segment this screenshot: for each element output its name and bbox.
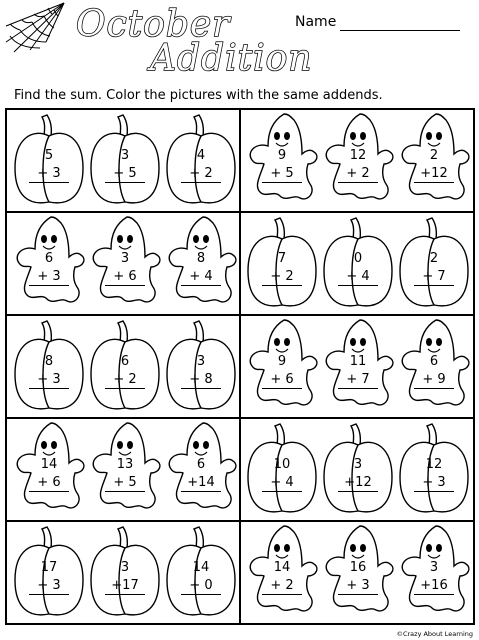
addend-bottom: +16 (420, 578, 448, 593)
addend-bottom: + 2 (189, 166, 213, 181)
addend-bottom: + 7 (346, 372, 370, 387)
addend-top: 4 (196, 148, 206, 163)
pumpkin-problem (87, 524, 163, 622)
addend-top: 6 (120, 354, 130, 369)
addend-bottom: + 2 (346, 166, 370, 181)
pumpkin-problem (11, 318, 87, 416)
answer-line[interactable] (262, 285, 302, 286)
addend-bottom: + 8 (189, 372, 213, 387)
addend-top: 3 (196, 354, 206, 369)
answer-line[interactable] (414, 388, 454, 389)
problem-cell-row4-right (240, 419, 474, 522)
answer-line[interactable] (338, 388, 378, 389)
pumpkin-problem (320, 215, 396, 313)
copyright: ©Crazy About Learning (396, 630, 473, 638)
addend-top: 3 (120, 251, 130, 266)
addend-top: 6 (429, 354, 439, 369)
addend-top: 3 (353, 457, 363, 472)
addend-bottom: + 3 (422, 475, 446, 490)
addend-top: 3 (120, 560, 130, 575)
addend-bottom: + 5 (270, 166, 294, 181)
addend-top: 14 (40, 457, 58, 472)
ghost-problem (163, 215, 239, 313)
answer-line[interactable] (414, 182, 454, 183)
answer-line[interactable] (105, 491, 145, 492)
addend-bottom: +12 (344, 475, 372, 490)
answer-line[interactable] (29, 594, 69, 595)
answer-line[interactable] (181, 594, 221, 595)
ghost-problem (320, 524, 396, 622)
addend-top: 0 (353, 251, 363, 266)
instructions: Find the sum. Color the pictures with the same addends. (14, 88, 383, 103)
addend-top: 9 (277, 148, 287, 163)
addend-bottom: +12 (420, 166, 448, 181)
ghost-problem (396, 318, 472, 416)
ghost-problem (244, 524, 320, 622)
addend-top: 5 (44, 148, 54, 163)
ghost-problem (396, 112, 472, 210)
addend-top: 11 (349, 354, 367, 369)
answer-line[interactable] (181, 182, 221, 183)
answer-line[interactable] (338, 491, 378, 492)
addend-bottom: + 3 (37, 372, 61, 387)
answer-line[interactable] (29, 388, 69, 389)
addend-top: 8 (44, 354, 54, 369)
addend-bottom: + 4 (189, 269, 213, 284)
addend-bottom: + 2 (270, 578, 294, 593)
answer-line[interactable] (262, 182, 302, 183)
addend-bottom: + 2 (270, 269, 294, 284)
problem-cell-row2-left (7, 213, 241, 316)
pumpkin-problem (163, 112, 239, 210)
answer-line[interactable] (181, 388, 221, 389)
name-label: Name (295, 14, 337, 30)
addend-top: 14 (192, 560, 210, 575)
answer-line[interactable] (338, 285, 378, 286)
problem-cell-row2-right (240, 213, 474, 316)
addend-top: 13 (116, 457, 134, 472)
ghost-problem (244, 112, 320, 210)
addend-bottom: +14 (187, 475, 215, 490)
addend-bottom: + 0 (189, 578, 213, 593)
ghost-problem (396, 524, 472, 622)
addend-top: 3 (429, 560, 439, 575)
answer-line[interactable] (262, 491, 302, 492)
addend-top: 12 (425, 457, 443, 472)
pumpkin-problem (87, 112, 163, 210)
pumpkin-problem (396, 215, 472, 313)
problem-cell-row3-right (240, 316, 474, 419)
answer-line[interactable] (105, 182, 145, 183)
answer-line[interactable] (181, 491, 221, 492)
addend-bottom: + 6 (113, 269, 137, 284)
answer-line[interactable] (262, 388, 302, 389)
answer-line[interactable] (105, 388, 145, 389)
problem-cell-row3-left (7, 316, 241, 419)
addend-top: 7 (277, 251, 287, 266)
addend-top: 10 (273, 457, 291, 472)
answer-line[interactable] (338, 182, 378, 183)
addend-bottom: + 3 (37, 578, 61, 593)
answer-line[interactable] (29, 285, 69, 286)
addend-top: 9 (277, 354, 287, 369)
ghost-problem (320, 318, 396, 416)
pumpkin-problem (87, 318, 163, 416)
ghost-problem (244, 318, 320, 416)
title-addition: Addition (150, 38, 313, 79)
problem-cell-row4-left (7, 419, 241, 522)
ghost-problem (11, 215, 87, 313)
answer-line[interactable] (414, 285, 454, 286)
addend-bottom: + 4 (346, 269, 370, 284)
pumpkin-problem (11, 112, 87, 210)
title-october: October (76, 4, 231, 45)
pumpkin-problem (244, 215, 320, 313)
addend-bottom: + 3 (37, 166, 61, 181)
addend-bottom: + 4 (270, 475, 294, 490)
answer-line[interactable] (29, 182, 69, 183)
addend-top: 3 (120, 148, 130, 163)
pumpkin-problem (163, 524, 239, 622)
ghost-problem (87, 421, 163, 519)
pumpkin-problem (11, 524, 87, 622)
ghost-problem (320, 112, 396, 210)
addend-bottom: + 7 (422, 269, 446, 284)
addend-top: 8 (196, 251, 206, 266)
pumpkin-problem (163, 318, 239, 416)
pumpkin-problem (244, 421, 320, 519)
answer-line[interactable] (181, 285, 221, 286)
problem-grid (5, 108, 475, 625)
ghost-problem (87, 215, 163, 313)
spider-web-icon (4, 2, 66, 54)
answer-line[interactable] (414, 491, 454, 492)
name-field-line (340, 30, 460, 31)
addend-bottom: + 9 (422, 372, 446, 387)
problem-cell-row1-left (7, 110, 241, 213)
ghost-problem (11, 421, 87, 519)
addend-bottom: + 6 (270, 372, 294, 387)
answer-line[interactable] (414, 594, 454, 595)
addend-top: 6 (44, 251, 54, 266)
addend-top: 2 (429, 251, 439, 266)
answer-line[interactable] (105, 594, 145, 595)
addend-bottom: + 3 (346, 578, 370, 593)
pumpkin-problem (320, 421, 396, 519)
answer-line[interactable] (105, 285, 145, 286)
answer-line[interactable] (29, 491, 69, 492)
addend-top: 12 (349, 148, 367, 163)
answer-line[interactable] (262, 594, 302, 595)
ghost-problem (163, 421, 239, 519)
addend-bottom: + 5 (113, 166, 137, 181)
pumpkin-problem (396, 421, 472, 519)
addend-bottom: + 6 (37, 475, 61, 490)
addend-bottom: + 2 (113, 372, 137, 387)
addend-bottom: +17 (111, 578, 139, 593)
addend-bottom: + 5 (113, 475, 137, 490)
addend-top: 16 (349, 560, 367, 575)
addend-top: 6 (196, 457, 206, 472)
problem-cell-row5-right (240, 522, 474, 625)
addend-top: 17 (40, 560, 58, 575)
addend-bottom: + 3 (37, 269, 61, 284)
problem-cell-row5-left (7, 522, 241, 625)
problem-cell-row1-right (240, 110, 474, 213)
addend-top: 2 (429, 148, 439, 163)
answer-line[interactable] (338, 594, 378, 595)
addend-top: 14 (273, 560, 291, 575)
